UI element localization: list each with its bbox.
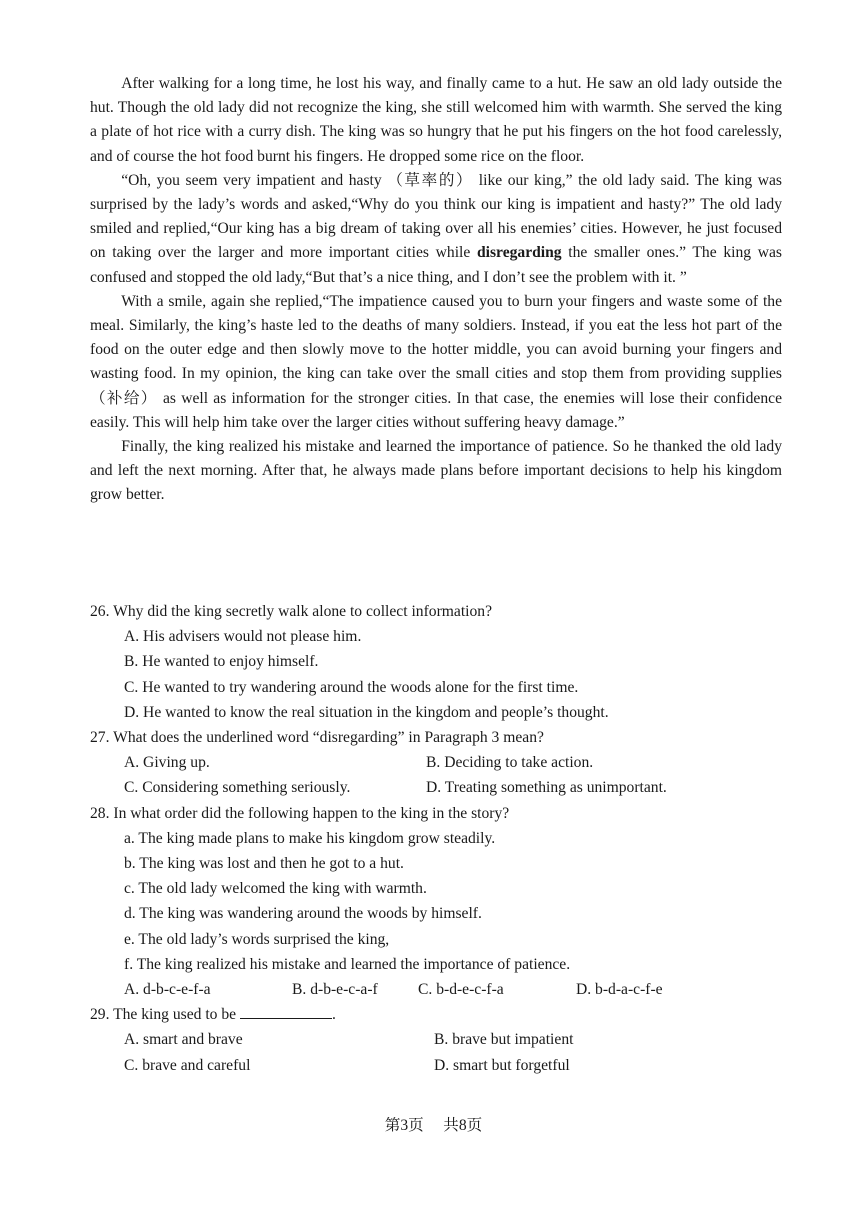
paragraph-2-text-a: “Oh, you seem very impatient and hasty （草率的） like our king,” the old lady said. The king was surprised by the lady’s words and asked,“Why do you think our king is impatient and hasty?” The old lady smiled and replied,“Our king has a big dream of taking over all his enemies’ cities. However, he just focused on taking over the larger and more important cities while xyxy=(90,171,782,262)
question-27 xyxy=(90,725,790,801)
question-list xyxy=(90,599,790,1078)
page-number: 第3页 xyxy=(384,1117,424,1134)
question-stem xyxy=(90,1002,790,1027)
question-stem: 26. Why did the king secretly walk alone to collect information? xyxy=(90,603,493,620)
paragraph-2-text-b: the smaller ones.” The king was confused and stopped the old lady,“But that’s a nice thing, and I don’t see the problem with it. ” xyxy=(90,244,782,286)
page-footer xyxy=(0,1113,867,1135)
question-stem: 28. In what order did the following happen to the king in the story? xyxy=(90,804,510,822)
page-total: 共8页 xyxy=(443,1117,483,1134)
option-b: B. brave but impatient xyxy=(434,1031,574,1049)
option-c: C. brave and careful xyxy=(124,1056,251,1074)
event-item: b. The king was lost and then he got to a hut. xyxy=(124,855,404,873)
question-stem-text: 29. The king used to be xyxy=(90,1006,240,1024)
option-d: D. He wanted to know the real situation in the kingdom and people’s thought. xyxy=(124,703,609,721)
bold-word-disregarding: disregarding xyxy=(476,244,562,262)
event-item: a. The king made plans to make his kingdom grow steadily. xyxy=(124,829,496,847)
event-item: c. The old lady welcomed the king with warmth. xyxy=(124,880,427,898)
option-row xyxy=(90,750,790,775)
option-row xyxy=(90,1053,790,1078)
answer-blank xyxy=(240,1004,332,1019)
option-a: A. smart and brave xyxy=(124,1031,243,1049)
option-row xyxy=(90,775,790,800)
option-c: C. b-d-e-c-f-a xyxy=(418,981,504,999)
paragraph-2 xyxy=(90,169,782,290)
option-b: B. d-b-e-c-a-f xyxy=(292,981,378,999)
option-d: D. smart but forgetful xyxy=(434,1056,570,1074)
paragraph-3: With a smile, again she replied,“The impatience caused you to burn your fingers and waste some of the meal. Similarly, the king’s haste led to the deaths of many soldiers. Instead, if you eat the less hot part of the food on the outer edge and then slowly move to the hotter middle, you can avoid burning your fingers and wasting food. In my opinion, the king can take over the small cities and stop them from providing supplies（补给） as well as information for the stronger cities. In that case, the enemies will lose their confidence easily. This will help him take over the larger cities without suffering heavy damage.” xyxy=(90,292,782,431)
paragraph-4: Finally, the king realized his mistake and learned the importance of patience. So he thanked the old lady and left the next morning. After that, he always made plans before important decisions to help his kingdom grow better. xyxy=(90,438,782,504)
question-29 xyxy=(90,1002,790,1078)
event-item: e. The old lady’s words surprised the king, xyxy=(124,930,390,948)
question-stem-end: . xyxy=(332,1006,336,1024)
option-row xyxy=(90,1027,790,1052)
page-spacer xyxy=(428,1117,440,1134)
paragraph-1: After walking for a long time, he lost his way, and finally came to a hut. He saw an old lady outside the hut. Though the old lady did not recognize the king, she still welcomed him with warmth. She served the king a plate of hot rice with a curry dish. The king was so hungry that he put his fingers on the hot food carelessly, and of course the hot food burnt his fingers. He dropped some rice on the floor. xyxy=(90,75,782,165)
option-b: B. He wanted to enjoy himself. xyxy=(124,653,319,671)
option-row xyxy=(90,977,790,1002)
event-item: d. The king was wandering around the woods by himself. xyxy=(124,905,482,923)
option-c: C. He wanted to try wandering around the woods alone for the first time. xyxy=(124,678,579,696)
option-b: B. Deciding to take action. xyxy=(426,754,594,772)
option-a: A. His advisers would not please him. xyxy=(124,628,362,646)
question-28 xyxy=(90,801,790,1003)
question-stem: 27. What does the underlined word “disregarding” in Paragraph 3 mean? xyxy=(90,729,544,747)
reading-passage xyxy=(90,72,782,508)
option-a: A. Giving up. xyxy=(124,754,210,772)
option-d: D. Treating something as unimportant. xyxy=(426,779,667,797)
option-d: D. b-d-a-c-f-e xyxy=(576,981,663,999)
option-c: C. Considering something seriously. xyxy=(124,779,351,797)
option-a: A. d-b-c-e-f-a xyxy=(124,981,211,999)
event-item: f. The king realized his mistake and learned the importance of patience. xyxy=(124,955,571,973)
question-26 xyxy=(90,599,790,725)
